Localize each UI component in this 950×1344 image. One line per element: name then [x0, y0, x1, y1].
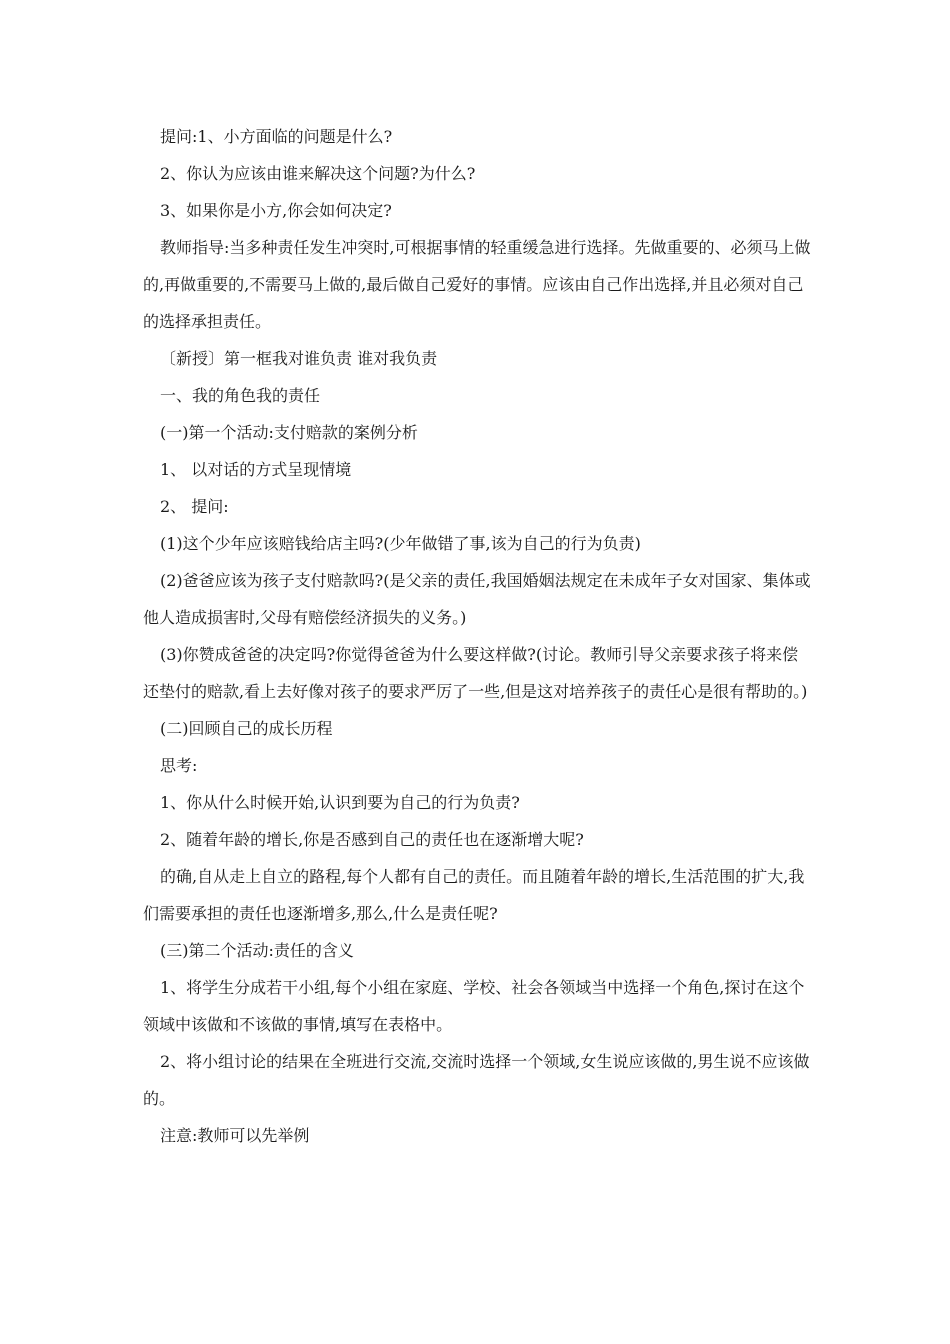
activity-heading-2: (二)回顾自己的成长历程	[160, 719, 333, 738]
question-3: 3、如果你是小方,你会如何决定?	[160, 201, 392, 220]
think-question-2: 2、随着年龄的增长,你是否感到自己的责任也在逐渐增大呢?	[160, 830, 584, 849]
section-heading-1: 一、我的角色我的责任	[160, 386, 321, 405]
question-2: 2、你认为应该由谁来解决这个问题?为什么?	[160, 164, 476, 183]
activity-step-2: 2、 提问:	[160, 497, 229, 516]
question-1: 提问:1、小方面临的问题是什么?	[160, 127, 393, 146]
responsibility-paragraph: 的确,自从走上自立的路程,每个人都有自己的责任。而且随着年龄的增长,生活范围的扩大,我们需要承担的责任也逐渐增多,那么,什么是责任呢?	[143, 867, 805, 923]
teacher-guidance-paragraph: 教师指导:当多种责任发生冲突时,可根据事情的轻重缓急进行选择。先做重要的、必须马上做的,再做重要的,不需要马上做的,最后做自己爱好的事情。应该由自己作出选择,并且必须对自己的选择承担责任。	[143, 238, 811, 331]
activity-heading-1: (一)第一个活动:支付赔款的案例分析	[160, 423, 418, 442]
activity-step-1: 1、 以对话的方式呈现情境	[160, 460, 352, 479]
sub-question-2: (2)爸爸应该为孩子支付赔款吗?(是父亲的责任,我国婚姻法规定在未成年子女对国家、集体或他人造成损害时,父母有赔偿经济损失的义务。)	[143, 571, 811, 627]
group-step-2: 2、将小组讨论的结果在全班进行交流,交流时选择一个领域,女生说应该做的,男生说不应该做的。	[143, 1052, 810, 1108]
sub-question-3: (3)你赞成爸爸的决定吗?你觉得爸爸为什么要这样做?(讨论。教师引导父亲要求孩子将来偿还垫付的赔款,看上去好像对孩子的要求严厉了一些,但是这对培养孩子的责任心是很有帮助的。)	[143, 645, 808, 701]
think-question-1: 1、你从什么时候开始,认识到要为自己的行为负责?	[160, 793, 520, 812]
think-label: 思考:	[160, 756, 198, 775]
sub-question-1: (1)这个少年应该赔钱给店主吗?(少年做错了事,该为自己的行为负责)	[160, 534, 641, 553]
activity-heading-3: (三)第二个活动:责任的含义	[160, 941, 354, 960]
note-line: 注意:教师可以先举例	[160, 1126, 310, 1145]
group-step-1: 1、将学生分成若干小组,每个小组在家庭、学校、社会各领域当中选择一个角色,探讨在这个领域中该做和不该做的事情,填写在表格中。	[143, 978, 805, 1034]
new-lesson-heading: 〔新授〕第一框我对谁负责 谁对我负责	[160, 349, 438, 368]
document-body	[143, 118, 813, 1154]
